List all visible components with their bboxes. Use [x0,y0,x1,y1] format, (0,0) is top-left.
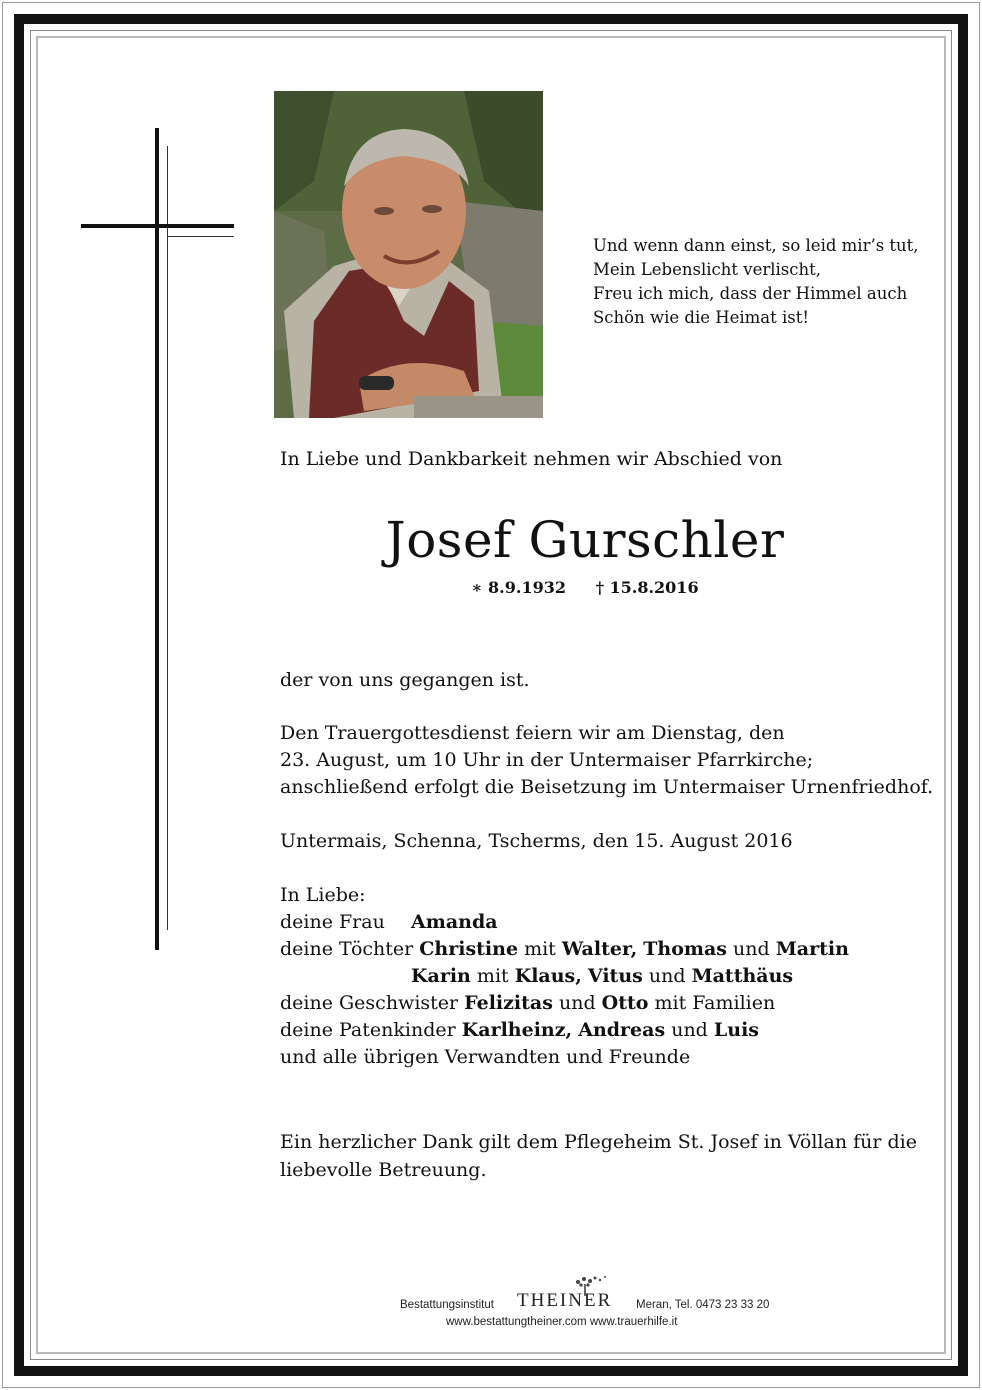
family-member: Amanda [411,911,498,933]
footer-contact: Meran, Tel. 0473 23 33 20 [636,1299,770,1311]
cross-horizontal-bar [81,224,234,228]
family-member: Klaus, [514,965,582,987]
family-member: Martin [775,938,849,960]
family-member: Otto [601,992,649,1014]
cross-vertical-thin-line [167,146,168,930]
thanks-line: liebevolle Betreuung. [280,1159,487,1181]
footer-prefix: Bestattungsinstitut [400,1299,494,1311]
connector-text: mit [524,938,556,960]
family-member: Thomas [643,938,727,960]
intro-text: In Liebe und Dankbarkeit nehmen wir Abschied von [280,448,783,470]
family-member: Walter, [561,938,638,960]
family-list [280,882,849,1071]
poem-line: Mein Lebenslicht verlischt, [593,260,821,279]
birth-date: ∗ 8.9.1932 [471,578,566,597]
service-line: Den Trauergottesdienst feiern wir am Dienstag, den [280,722,785,744]
family-member: Christine [419,938,519,960]
thanks-line: Ein herzlicher Dank gilt dem Pflegeheim St. Josef in Völlan für die [280,1131,917,1153]
family-others: und alle übrigen Verwandten und Freunde [280,1046,691,1068]
cross-vertical-bar [155,128,159,950]
service-line: 23. August, um 10 Uhr in der Untermaiser Pfarrkirche; [280,749,814,771]
family-label: deine Töchter [280,938,414,960]
cross-horizontal-thin-line [167,236,234,237]
brand-name: THEINER [517,1290,613,1311]
family-member: Matthäus [691,965,794,987]
family-row-wife [280,909,849,936]
service-info [280,720,933,801]
poem-line: Und wenn dann einst, so leid mir’s tut, [593,236,919,255]
place-date: Untermais, Schenna, Tscherms, den 15. August 2016 [280,830,793,852]
family-member: Luis [713,1019,759,1041]
portrait-photo [274,91,543,418]
connector-text: mit [476,965,509,987]
family-row-godchildren [280,1017,849,1044]
family-member: Karlheinz, [461,1019,573,1041]
family-label: deine Patenkinder [280,1019,456,1041]
gone-text: der von uns gegangen ist. [280,669,530,691]
family-member: Karin [411,965,471,987]
connector-text: und [733,938,770,960]
life-dates [280,577,890,599]
poem-line: Schön wie die Heimat ist! [593,308,810,327]
death-date: † 15.8.2016 [595,578,699,597]
family-member: Andreas [578,1019,666,1041]
thanks-text [280,1129,917,1185]
family-row-siblings [280,990,849,1017]
footer-websites: www.bestattungtheiner.com www.trauerhilfe.it [446,1316,678,1328]
connector-text: und [648,965,686,987]
connector-text: und [558,992,596,1014]
poem-line: Freu ich mich, dass der Himmel auch [593,284,908,303]
family-member: Felizitas [464,992,553,1014]
service-line: anschließend erfolgt die Beisetzung im Untermaiser Urnenfriedhof. [280,776,934,798]
family-label: deine Frau [280,911,385,933]
connector-text: mit Familien [654,992,776,1014]
poem [593,234,933,330]
deceased-name: Josef Gurschler [385,511,785,569]
family-heading: In Liebe: [280,884,366,906]
family-row-daughter1 [280,936,849,963]
connector-text: und [671,1019,708,1041]
family-label: deine Geschwister [280,992,459,1014]
family-member: Vitus [587,965,643,987]
family-row-daughter2 [280,963,849,990]
